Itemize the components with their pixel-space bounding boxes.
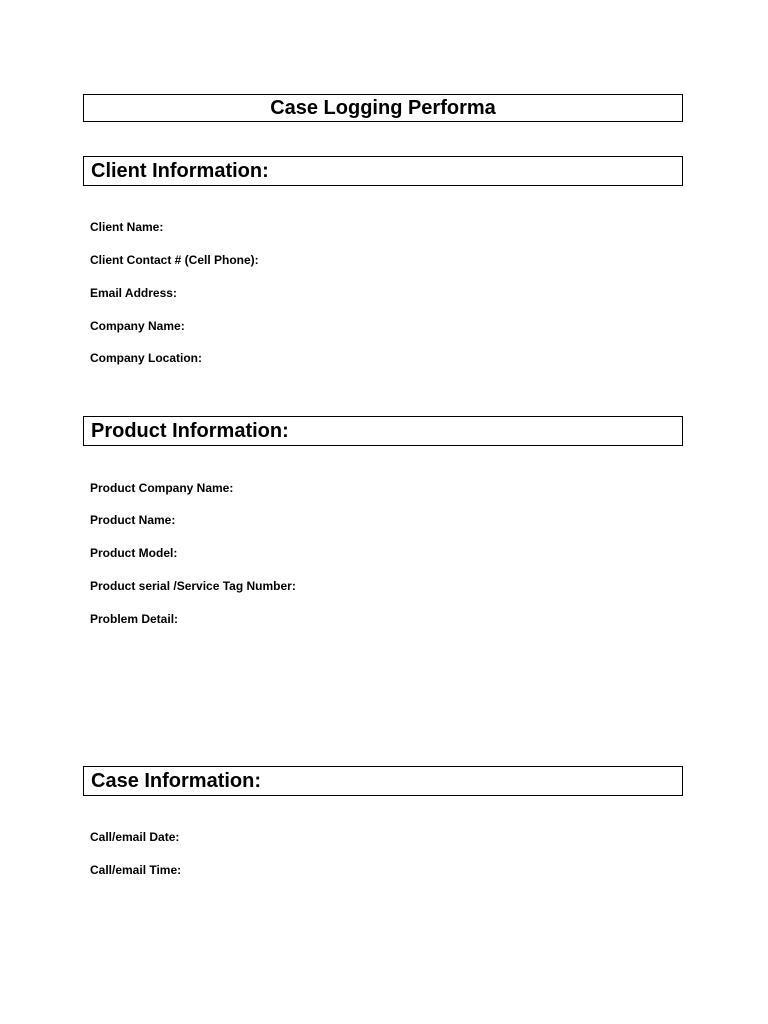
email-address-label: Email Address:: [90, 286, 177, 300]
client-information-heading-box: [83, 156, 683, 186]
client-information-heading: Client Information:: [91, 159, 269, 182]
call-email-time-label: Call/email Time:: [90, 863, 182, 877]
problem-detail-label: Problem Detail:: [90, 612, 179, 626]
product-model-label: Product Model:: [90, 546, 178, 560]
client-contact-label: Client Contact # (Cell Phone):: [90, 253, 259, 267]
document-title-box: [83, 94, 683, 122]
product-serial-label: Product serial /Service Tag Number:: [90, 579, 296, 593]
product-company-name-label: Product Company Name:: [90, 481, 234, 495]
case-information-heading: Case Information:: [91, 769, 262, 792]
product-information-heading-box: [83, 416, 683, 446]
company-name-label: Company Name:: [90, 319, 185, 333]
document-title: Case Logging Performa: [270, 96, 496, 119]
call-email-date-label: Call/email Date:: [90, 830, 180, 844]
client-name-label: Client Name:: [90, 220, 164, 234]
product-information-heading: Product Information:: [91, 419, 289, 442]
company-location-label: Company Location:: [90, 351, 203, 365]
case-information-heading-box: [83, 766, 683, 796]
product-name-label: Product Name:: [90, 513, 176, 527]
